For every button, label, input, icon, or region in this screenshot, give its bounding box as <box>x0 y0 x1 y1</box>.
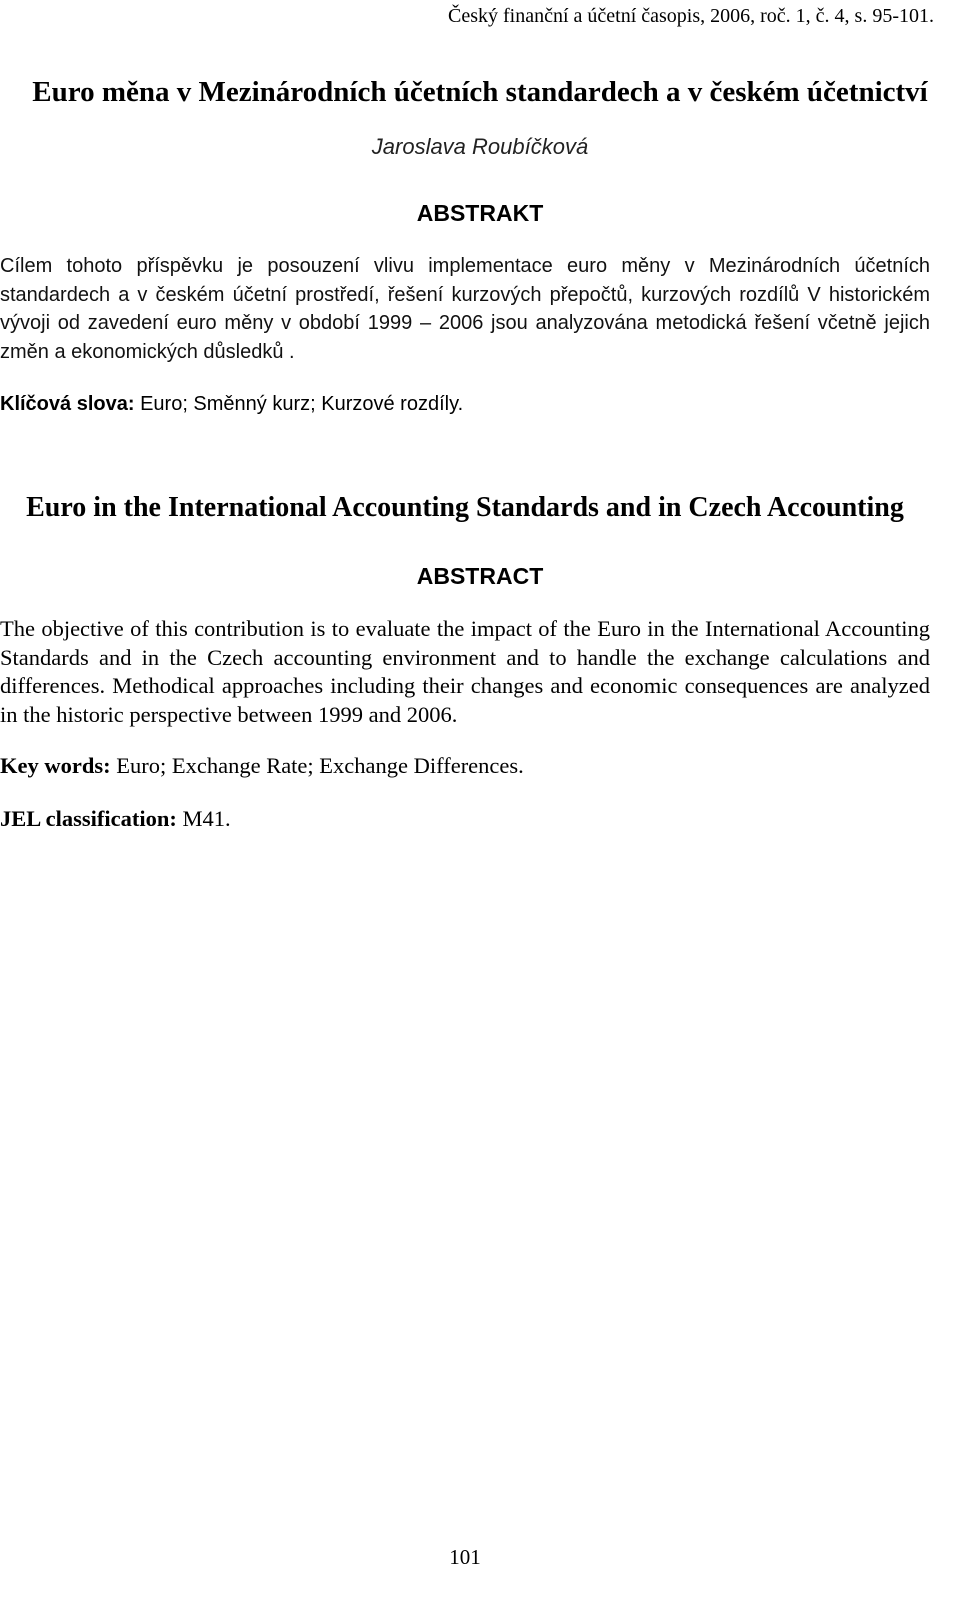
jel-classification <box>0 805 231 833</box>
keywords-label-english: Key words: <box>0 753 111 778</box>
abstract-text-english: The objective of this contribution is to evaluate the impact of the Euro in the International Accounting Standards and in the Czech accounting environment and to handle the exchange calculations and differences. Methodical approaches including their changes and economic consequences are analyzed in the historic perspective between 1999 and 2006. <box>0 616 930 727</box>
keywords-value-czech: Euro; Směnný kurz; Kurzové rozdíly. <box>134 393 464 415</box>
article-title-czech: Euro měna v Mezinárodních účetních standardech a v českém účetnictví <box>32 76 928 108</box>
keywords-english <box>0 752 524 780</box>
keywords-czech <box>0 390 463 418</box>
jel-label: JEL classification: <box>0 806 177 831</box>
abstract-text-czech: Cílem tohoto příspěvku je posouzení vlivu implementace euro měny v Mezinárodních účetních standardech a v českém účetní prostředí, řešení kurzových přepočtů, kurzových rozdílů V historickém vývoji od zavedení euro měny v období 1999 – 2006 jsou analyzována metodická řešení včetně jejich změn a ekonomických důsledků . <box>0 255 930 363</box>
keywords-label-czech: Klíčová slova: <box>0 393 135 415</box>
jel-value: M41. <box>176 806 231 831</box>
author-name: Jaroslava Roubíčková <box>371 134 589 159</box>
keywords-value-english: Euro; Exchange Rate; Exchange Differences. <box>110 753 524 778</box>
page-number: 101 <box>449 1545 481 1569</box>
article-title-english: Euro in the International Accounting Standards and in Czech Accounting <box>26 492 904 523</box>
abstract-heading-czech: ABSTRAKT <box>416 200 544 226</box>
abstract-heading-english: ABSTRACT <box>416 563 544 589</box>
running-head: Český finanční a účetní časopis, 2006, roč. 1, č. 4, s. 95-101. <box>447 5 934 27</box>
